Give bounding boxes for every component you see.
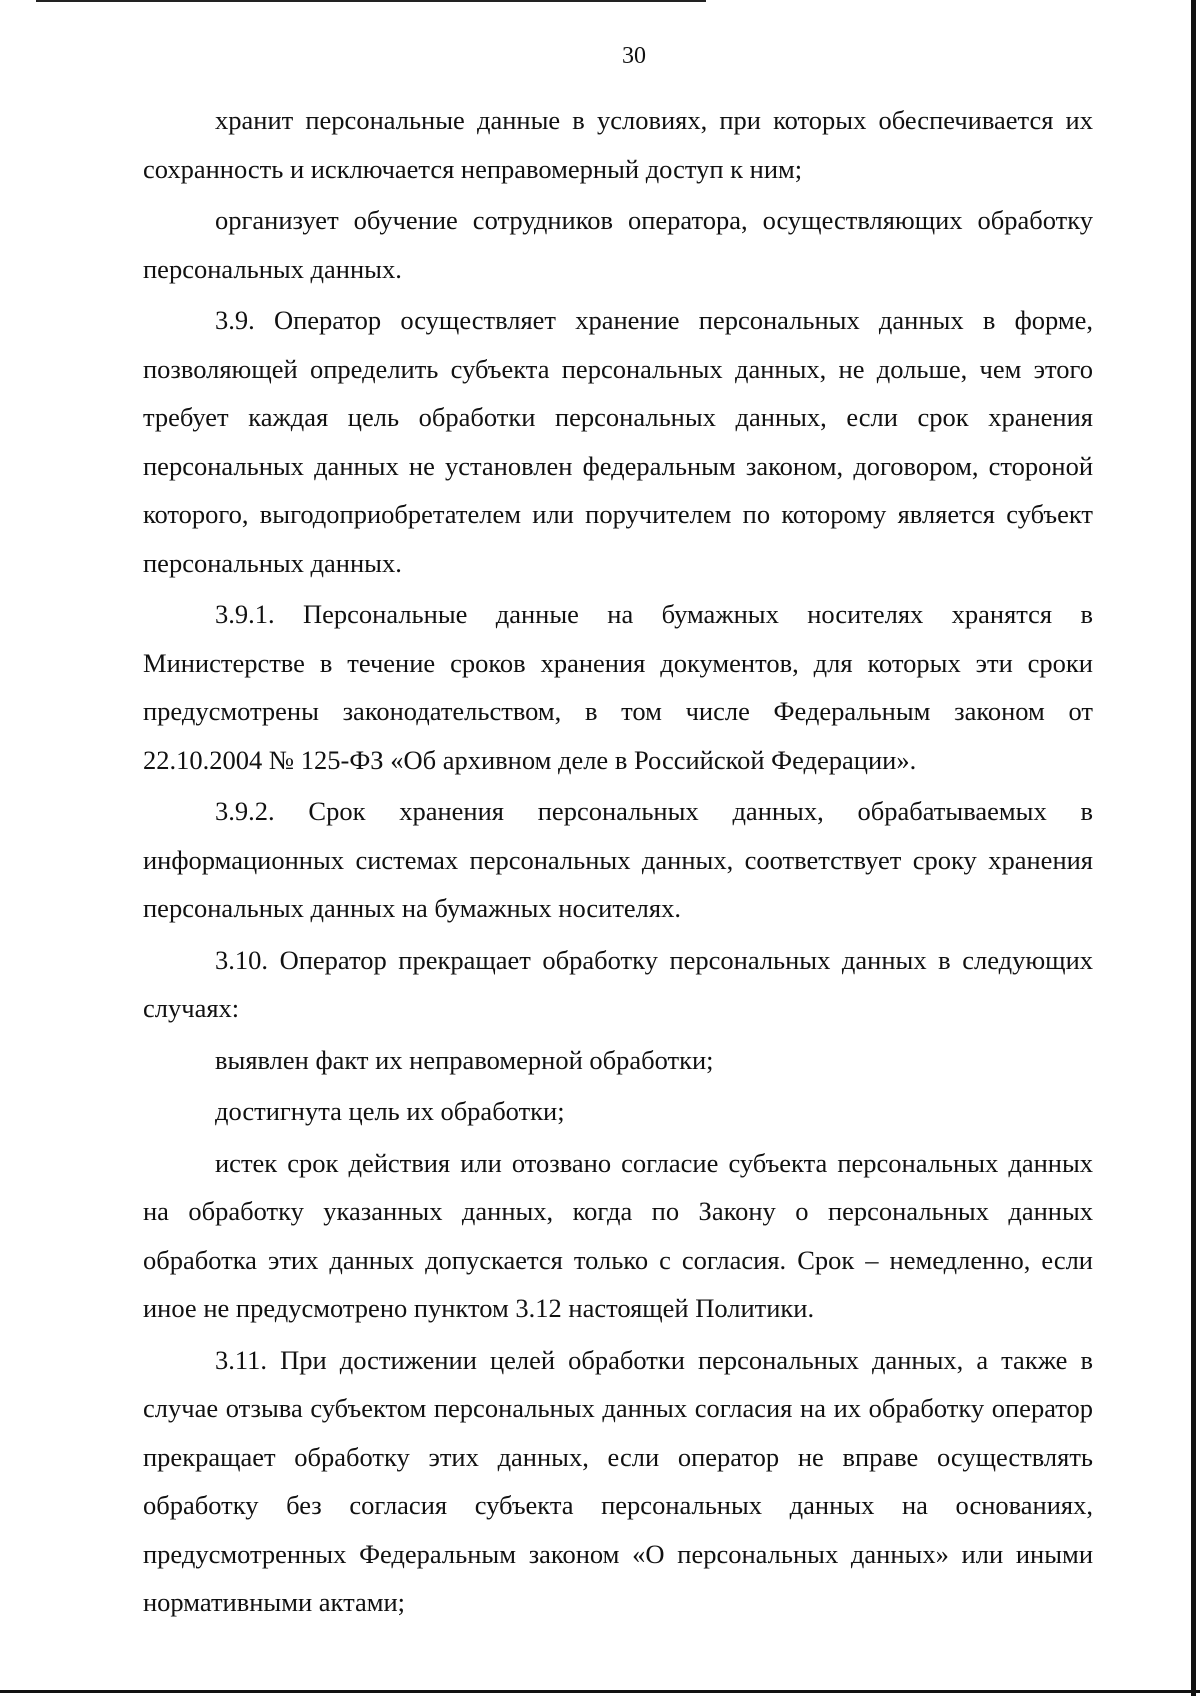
document-page	[143, 38, 1093, 1627]
scan-top-edge-mark	[676, 0, 706, 2]
list-item-unlawful-processing: выявлен факт их неправомерной обработки;	[215, 1044, 714, 1075]
scan-top-edge-line	[36, 0, 701, 2]
paragraph-3-9-2: 3.9.2. Срок хранения персональных данных, обрабатываемых в информационных системах персональных данных, соответствует сроку хранения персональных данных на бумажных носителях.	[143, 796, 1093, 923]
paragraph-3-11: 3.11. При достижении целей обработки персональных данных, а также в случае отзыва субъектом персональных данных согласия на их обработку оператор прекращает обработку этих данных, если оператор не вправе осуществлять обработку без согласия субъекта персональных данных на основаниях, предусмотренных Федеральным законом «О персональных данных» или иными нормативными актами;	[143, 1344, 1093, 1617]
scan-right-edge-border	[1191, 0, 1196, 1696]
paragraph-3-9: 3.9. Оператор осуществляет хранение персональных данных в форме, позволяющей определить субъекта персональных данных, не дольше, чем этого требует каждая цель обработки персональных данных, если срок хранения персональных данных не установлен федеральным законом, договором, стороной которого, выгодоприобретателем или поручителем по которому является субъект персональных данных.	[143, 305, 1093, 578]
list-item-consent-expired: истек срок действия или отозвано согласие субъекта персональных данных на обработку указанных данных, когда по Закону о персональных данных обработка этих данных допускается только с согласия. Срок – немедленно, если иное не предусмотрено пунктом 3.12 настоящей Политики.	[143, 1147, 1093, 1323]
paragraph-storage-conditions: хранит персональные данные в условиях, при которых обеспечивается их сохранность и исключается неправомерный доступ к ним;	[143, 105, 1093, 184]
page-number: 30	[622, 43, 646, 69]
scan-bottom-edge-line	[0, 1690, 1200, 1693]
paragraph-staff-training: организует обучение сотрудников оператора, осуществляющих обработку персональных данных.	[143, 205, 1093, 284]
paragraph-3-10: 3.10. Оператор прекращает обработку персональных данных в следующих случаях:	[143, 944, 1093, 1023]
paragraph-3-9-1: 3.9.1. Персональные данные на бумажных носителях хранятся в Министерстве в течение сроков хранения документов, для которых эти сроки предусмотрены законодательством, в том числе Федеральным законом от 22.10.2004 № 125-ФЗ «Об архивном деле в Российской Федерации».	[143, 599, 1093, 775]
list-item-goal-achieved: достигнута цель их обработки;	[215, 1096, 565, 1126]
